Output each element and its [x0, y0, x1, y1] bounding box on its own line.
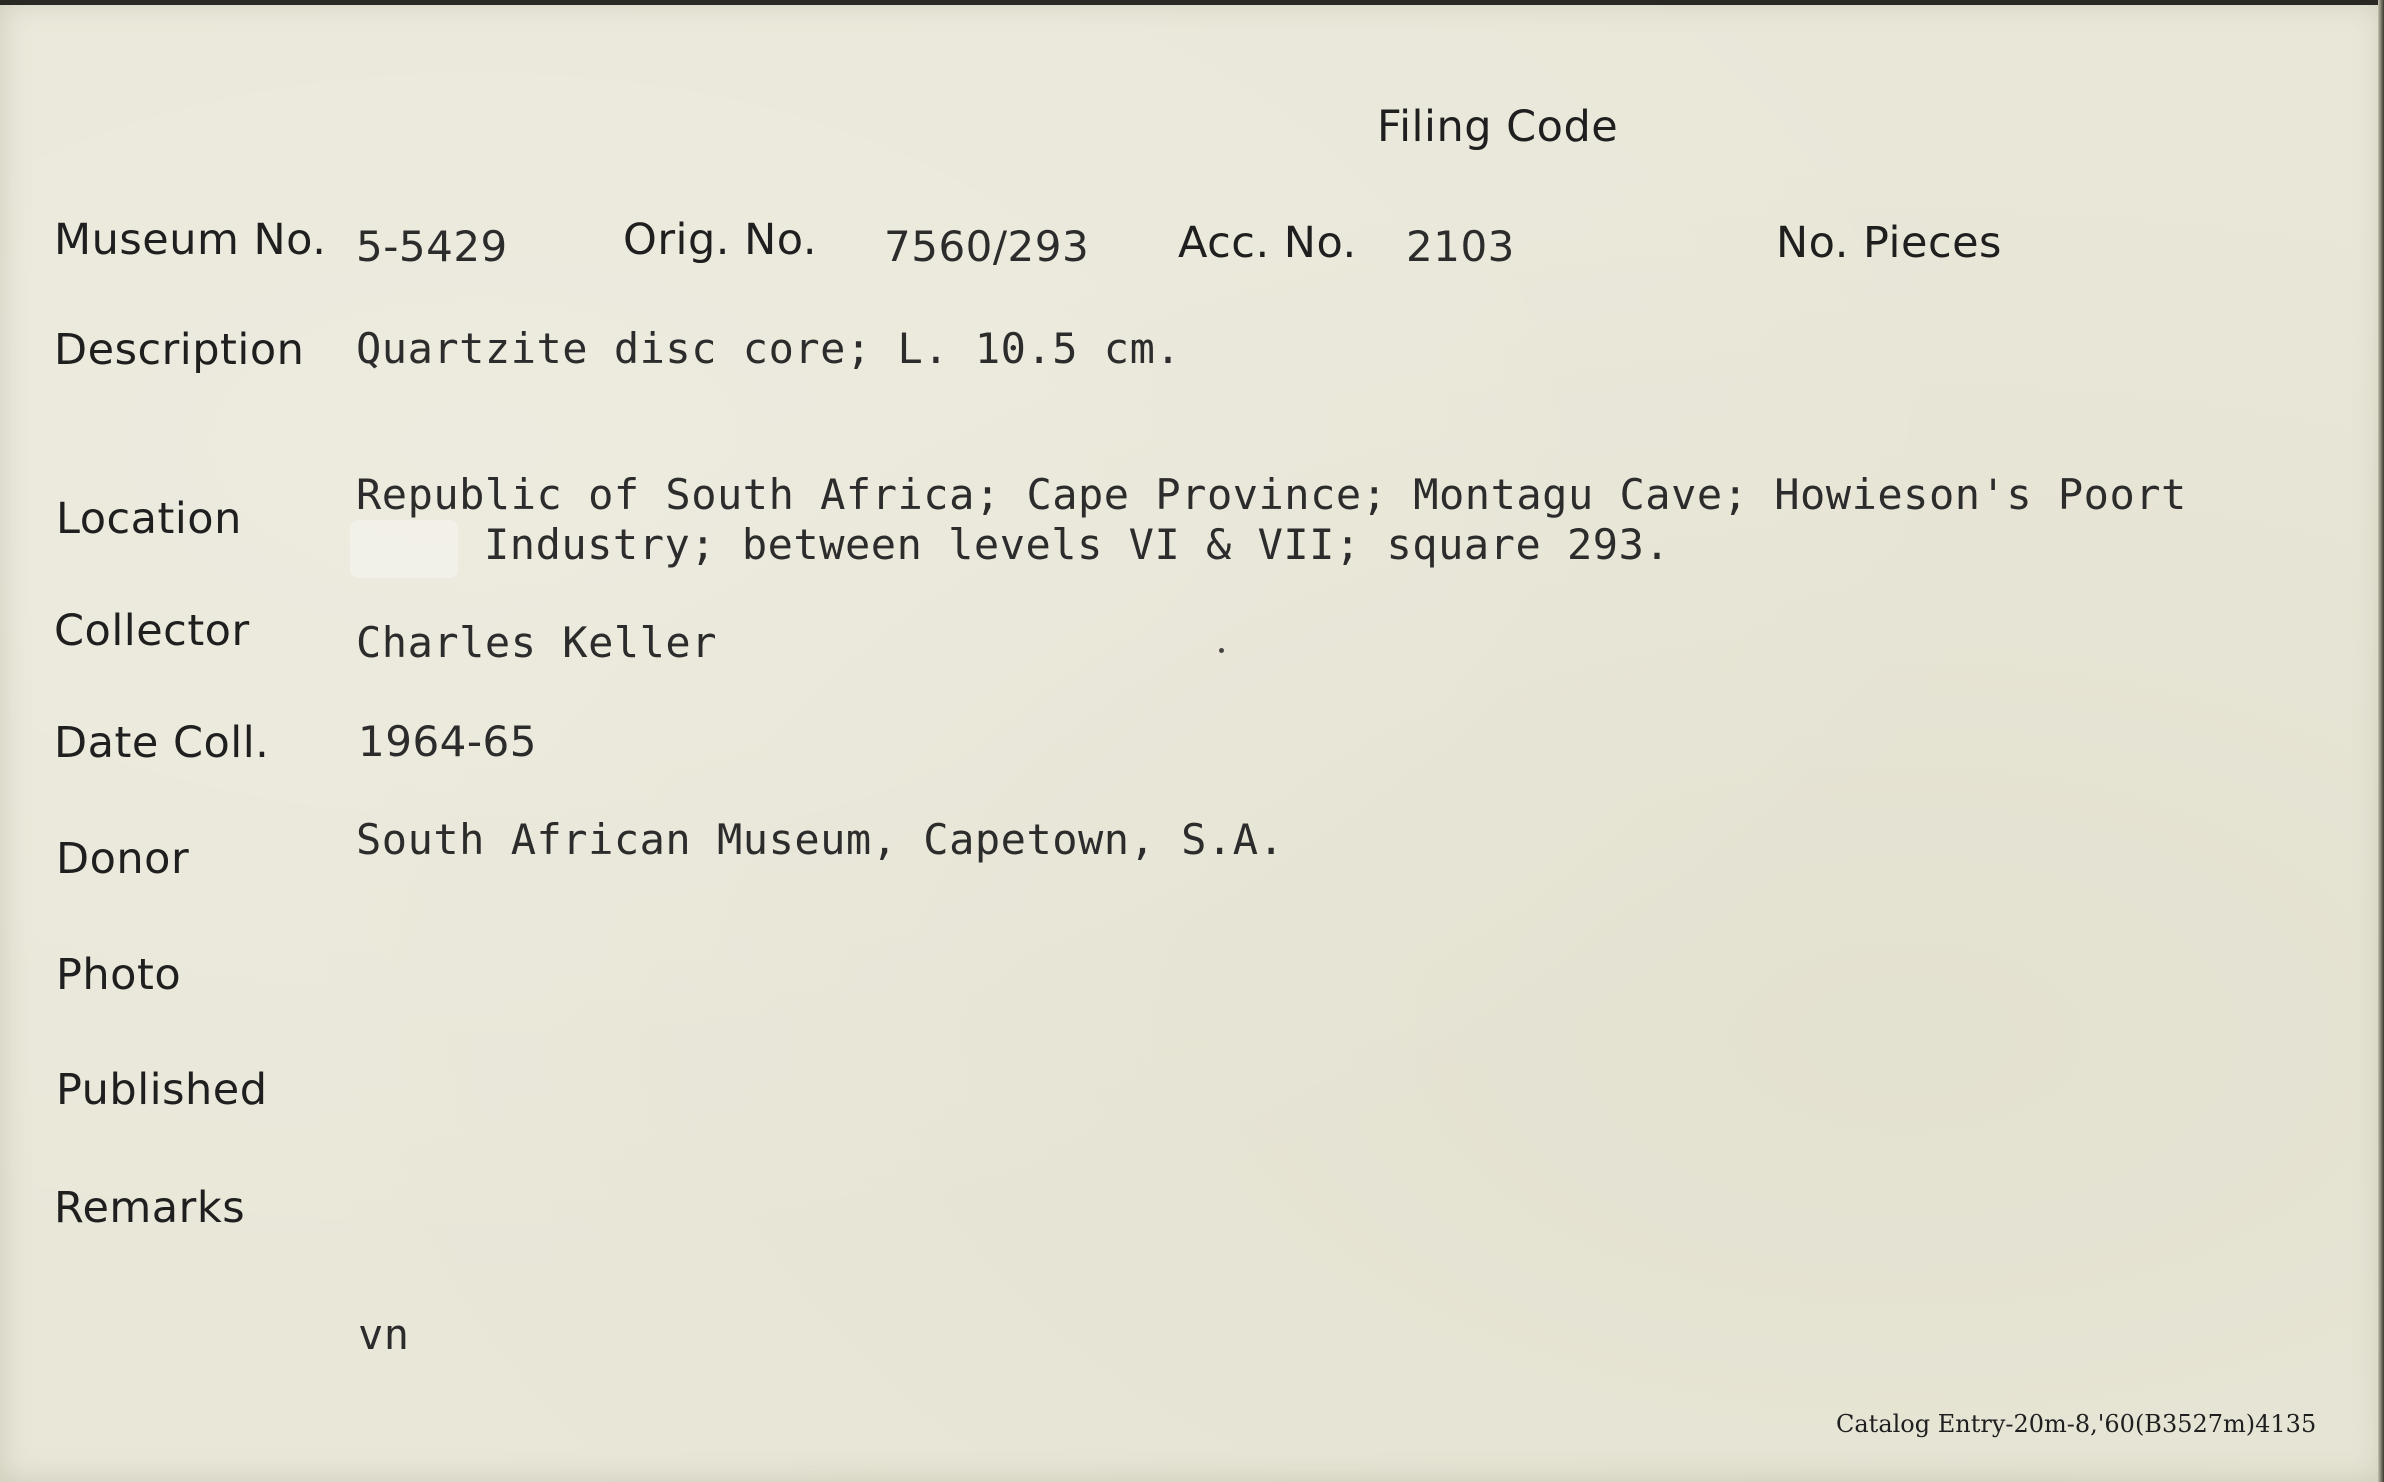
catalog-footer: Catalog Entry-20m-8,'60(B3527m)4135 — [1836, 1410, 2317, 1438]
photo-label: Photo — [56, 950, 182, 1000]
card-top-edge — [0, 0, 2384, 5]
location-value-line2: Industry; between levels VI & VII; square 293. — [484, 520, 1671, 569]
collector-value: Charles Keller — [356, 618, 718, 667]
remarks-label: Remarks — [54, 1183, 246, 1233]
date-coll-label: Date Coll. — [54, 718, 270, 768]
orig-no-label: Orig. No. — [623, 215, 817, 265]
description-value: Quartzite disc core; L. 10.5 cm. — [356, 324, 1182, 373]
location-label: Location — [56, 494, 242, 544]
acc-no-label: Acc. No. — [1178, 218, 1357, 268]
stray-mark — [1219, 648, 1224, 653]
no-pieces-label: No. Pieces — [1776, 218, 2002, 268]
orig-no-value: 7560/293 — [884, 222, 1090, 271]
published-label: Published — [56, 1065, 268, 1115]
card-right-edge — [2378, 0, 2384, 1482]
collector-label: Collector — [54, 606, 250, 656]
donor-label: Donor — [56, 834, 190, 884]
filing-code-label: Filing Code — [1377, 102, 1619, 152]
museum-no-label: Museum No. — [54, 215, 327, 265]
description-label: Description — [54, 325, 305, 375]
correction-smudge — [350, 520, 458, 578]
donor-value: South African Museum, Capetown, S.A. — [356, 815, 1285, 864]
date-coll-value: 1964-65 — [358, 717, 537, 766]
location-value-line1: Republic of South Africa; Cape Province; Montagu Cave; Howieson's Poort — [356, 470, 2187, 519]
initials-value: vn — [358, 1310, 410, 1359]
acc-no-value: 2103 — [1406, 222, 1515, 271]
museum-no-value: 5-5429 — [356, 222, 508, 271]
